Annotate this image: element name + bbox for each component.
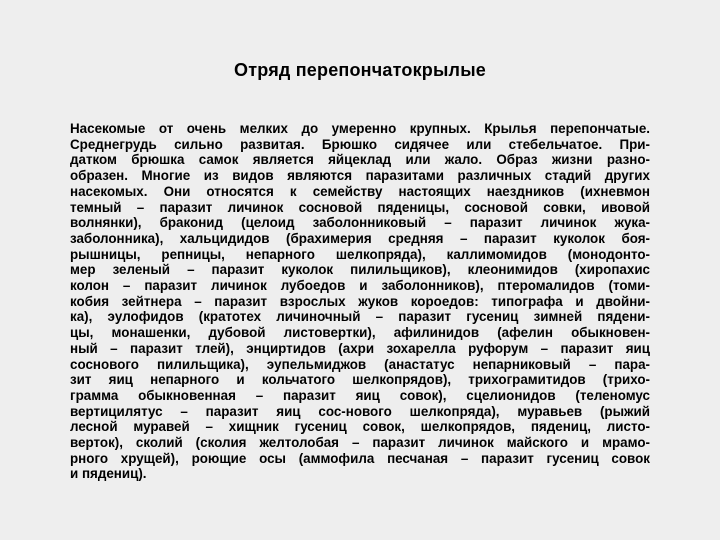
body-line: датком брюшка самок является яйцеклад или жало. Образ жизни разно- <box>70 152 650 168</box>
body-line: волнянки), браконид (целоид заболонниковый – паразит личинок жука- <box>70 215 650 231</box>
body-line: соснового пилильщика), эупельмиджов (анастатус непарниковый – пара- <box>70 356 650 372</box>
body-line: рного хрущей), роющие осы (аммофила песчаная – паразит гусениц совок <box>70 450 650 466</box>
body-line: насекомых. Они относятся к семейству настоящих наездников (ихневмон <box>70 183 650 199</box>
body-line: кобия зейтнера – паразит взрослых жуков короедов: типографа и двойни- <box>70 293 650 309</box>
body-line: ка), эулофидов (кратотех личиночный – паразит гусениц зимней пядени- <box>70 309 650 325</box>
slide-title: Отряд перепончатокрылые <box>234 60 486 80</box>
body-line: мер зеленый – паразит куколок пилильщиков), клеонимидов (хиропахис <box>70 262 650 278</box>
body-line: темный – паразит личинок сосновой пяденицы, сосновой совки, ивовой <box>70 199 650 215</box>
body-line: вертицилятус – паразит яиц сос-нового шелкопряда), муравьев (рыжий <box>70 403 650 419</box>
body-line: Среднегрудь сильно развитая. Брюшко сидячее или стебельчатое. При- <box>70 136 650 152</box>
body-line: Насекомые от очень мелких до умеренно крупных. Крылья перепончатые. <box>70 121 650 136</box>
body-line: цы, монашенки, дубовой листовертки), афилинидов (афелин обыкновен- <box>70 325 650 341</box>
body-line: колон – паразит личинок лубоедов и заболонников), птеромалидов (томи- <box>70 278 650 294</box>
body-line: заболонника), хальцидидов (брахимерия средняя – паразит куколок боя- <box>70 230 650 246</box>
body-line: зит яиц непарного и кольчатого шелкопрядов), трихограмитидов (трихо- <box>70 372 650 388</box>
body-line: грамма обыкновенная – паразит яиц совок), сцелионидов (теленомус <box>70 387 650 403</box>
body-line: ный – паразит тлей), энциртидов (ахри зохарелла руфорум – паразит яиц <box>70 340 650 356</box>
body-line: верток), сколий (сколия желтолобая – паразит личинок майского и мрамо- <box>70 435 650 451</box>
slide-body-text <box>70 121 650 482</box>
body-line: рышницы, репницы, непарного шелкопряда), каллимомидов (монодонто- <box>70 246 650 262</box>
body-line: образен. Многие из видов являются паразитами различных стадий других <box>70 168 650 184</box>
body-line: лесной муравей – хищник гусениц совок, шелкопрядов, пядениц, листо- <box>70 419 650 435</box>
body-line: и пядениц). <box>70 466 147 482</box>
